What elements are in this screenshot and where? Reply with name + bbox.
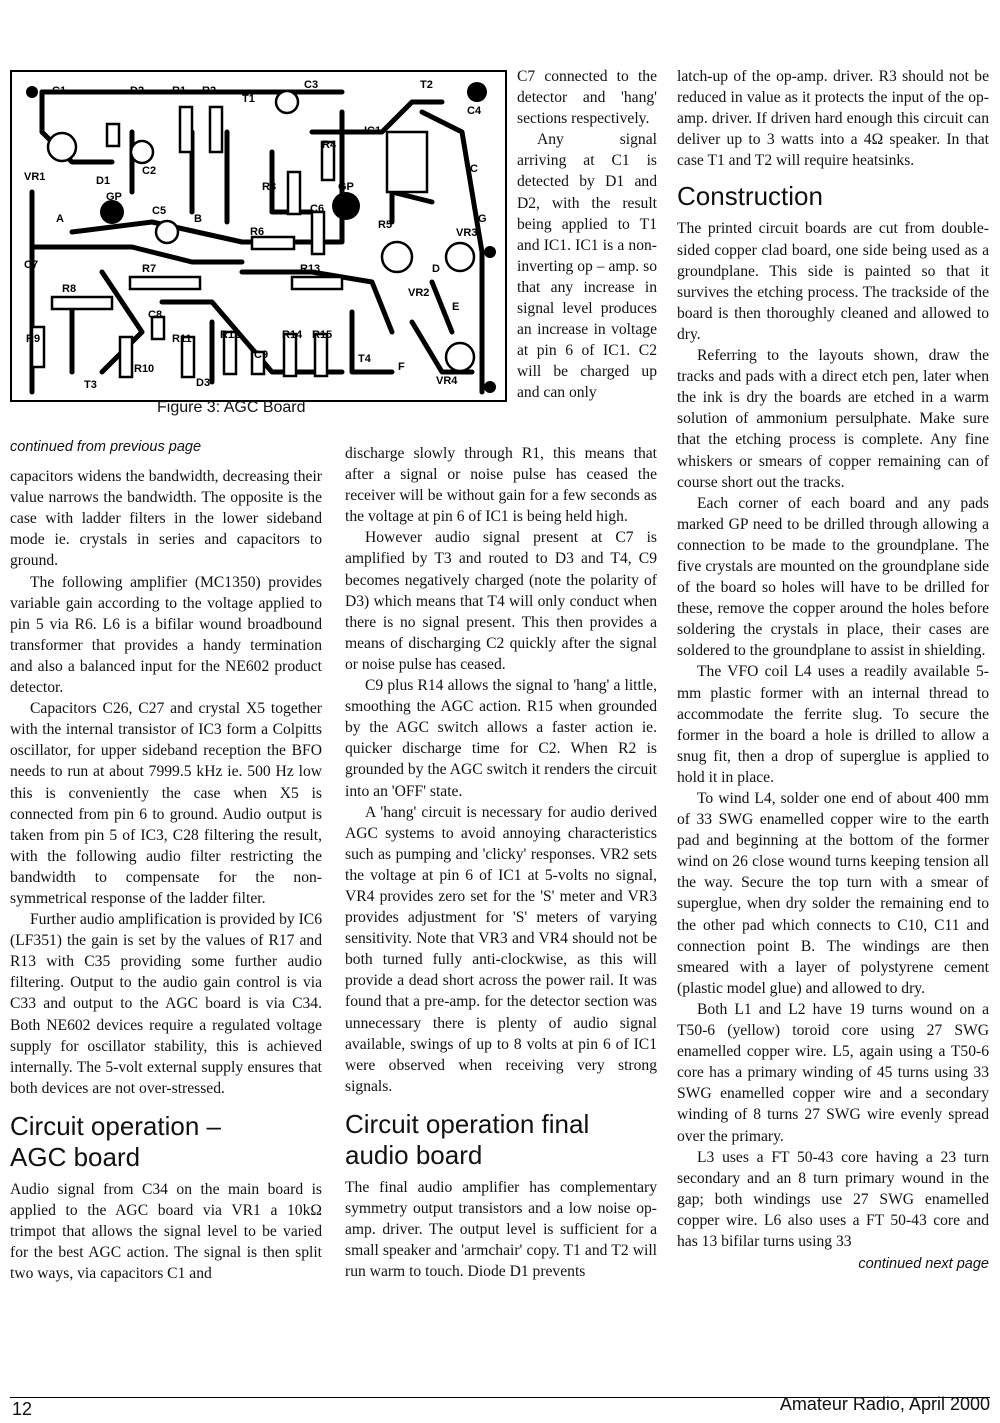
component-label: VR3 xyxy=(456,227,478,239)
component-label: C6 xyxy=(310,203,325,215)
component-label: G xyxy=(478,213,487,225)
col3-paragraph: The VFO coil L4 uses a readily available 5-mm plastic former with an internal thread to accommodate the ferrite slug. To secure the former in the board a hole is drilled to allow a snug fit, then a drop of superglue is applied to hold it in place. xyxy=(677,663,989,786)
col3-paragraph: L3 uses a FT 50-43 core having a 23 turn secondary and an 8 turn primary wound in the gap; both windings use 27 SWG enamelled copper wire. L6 also uses a FT 50-43 core and has 13 bifilar turns using 33 xyxy=(677,1148,989,1250)
component-label: B xyxy=(194,213,202,225)
col3-paragraph: To wind L4, solder one end of about 400 mm of 33 SWG enamelled copper wire to the earth pad and beginning at the bottom of the former wind on 26 close wound turns keeping tension all the way. Secure the top turn with a smear of superglue, when dry solder the remaining end to the other pad which connects to C10, C11 and connection point B. The windings are then smeared with a layer of polystyrene cement (plastic model glue) and allowed to dry. xyxy=(677,790,989,997)
component-label: R7 xyxy=(142,263,157,275)
col3-paragraph: Each corner of each board and any pads marked GP need to be drilled through allowing a connection to be made to the groundplane. The five crystals are mounted on the groundplane side of the board so holes will have to be drilled for these, remove the copper around the holes before soldering the crystals in place, their cases are soldered to the groundplane to assist in shielding. xyxy=(677,494,989,660)
figure-caption: Figure 3: AGC Board xyxy=(157,399,306,416)
col2-paragraph: However audio signal present at C7 is amplified by T3 and routed to D3 and T4, C9 becomes negatively charged (note the polarity of D3) which means that T4 will only conduct when there is no signal present. This then provides a means of discharging C2 quickly after the signal or noise pulse has ceased. xyxy=(345,529,657,673)
component-label: R14 xyxy=(282,329,303,341)
component-label: C2 xyxy=(142,165,157,177)
col2-paragraph: C9 plus R14 allows the signal to 'hang' a little, smoothing the AGC action. R15 when grounded by the AGC switch allows a faster action ie. quicker discharge time for C2. When R2 is grounded by the AGC switch it renders the circuit into an 'OFF' state. xyxy=(345,677,657,800)
component-label: T3 xyxy=(84,379,97,391)
col1-paragraph: The following amplifier (MC1350) provides variable gain according to the voltage applied to pin 5 via R6. L6 is a bifilar wound broadbound transformer that provides a handy termination and also a balanced input for the NE602 product detector. xyxy=(10,573,322,697)
col2-paragraph: discharge slowly through R1, this means that after a signal or noise pulse has ceased the receiver will be without gain for a few seconds as the voltage at pin 6 of IC1 is being held high. xyxy=(345,445,657,526)
heading-agc-board: Circuit operation – AGC board xyxy=(10,1110,221,1172)
component-label: VR4 xyxy=(436,375,458,387)
component-label: GP xyxy=(106,191,122,203)
column-2-top xyxy=(517,66,657,404)
column-1 xyxy=(10,437,322,1284)
component-label: IC1 xyxy=(364,125,382,137)
agc-board-layout xyxy=(12,72,505,400)
col1-paragraph: Capacitors C26, C27 and crystal X5 together with the internal transistor of IC3 form a Colpitts oscillator, for upper sideband reception the BFO needs to run at about 7999.5 kHz ie. 500 Hz low this is conveniently the case when X5 is connected from pin 6 to ground. Audio output is taken from pin 5 of IC3, C28 filtering the result, with the following audio filter restricting the bandwidth to compensate for the non-symmetrical response of the ladder filter. xyxy=(10,700,322,907)
col2-paragraph: C7 connected to the detector and 'hang' sections respectively. xyxy=(517,68,657,128)
component-label: R3 xyxy=(262,181,277,193)
component-label: D2 xyxy=(130,85,145,97)
component-label: C1 xyxy=(52,85,67,97)
continued-next-note: continued next page xyxy=(858,1256,989,1273)
component-label: VR2 xyxy=(408,287,430,299)
component-label: R6 xyxy=(250,226,265,238)
col3-paragraph: Referring to the layouts shown, draw the tracks and pads with a direct etch pen, later when the ink is dry the boards are etched in a warm solution of ammonium persulphate. Make sure that the etching process is complete. Any fine whiskers or smears of copper remaining can of course short out the tracks. xyxy=(677,347,989,491)
component-label: GP xyxy=(338,181,354,193)
column-3 xyxy=(677,66,989,1275)
agc-board-figure xyxy=(10,70,507,402)
component-label: R4 xyxy=(322,139,337,151)
component-label: VR1 xyxy=(24,171,46,183)
component-label: C4 xyxy=(467,105,482,117)
col2-paragraph: The final audio amplifier has complementary symmetry output transistors and a low noise op-amp. driver. The output level is sufficient for a small speaker and 'armchair' copy. T1 and T2 will run warm to touch. Diode D1 prevents xyxy=(345,1178,657,1281)
component-label: R10 xyxy=(134,363,155,375)
component-label: C xyxy=(470,163,478,175)
component-label: R1 xyxy=(172,85,187,97)
column-2 xyxy=(345,443,657,1282)
continued-from-note: continued from previous page xyxy=(10,439,202,455)
component-label: R2 xyxy=(202,85,217,97)
publication-title: Amateur Radio, April 2000 xyxy=(779,1394,990,1414)
component-label: C7 xyxy=(24,259,39,271)
component-label: C8 xyxy=(148,309,163,321)
col3-paragraph: Both L1 and L2 have 19 turns wound on a T50-6 (yellow) toroid core using 27 SWG enamelled copper wire. L5, again using a T50-6 core has a primary winding of 45 turns using 33 SWG enamelled copper wire and a secondary winding of 8 turns 27 SWG wire evenly spread over the primary. xyxy=(677,1000,989,1145)
heading-construction: Construction xyxy=(677,181,823,212)
component-label: C5 xyxy=(152,205,167,217)
component-label: E xyxy=(452,301,460,313)
component-labels xyxy=(24,79,487,391)
component-label: R15 xyxy=(312,329,333,341)
component-label: R9 xyxy=(26,333,41,345)
component-label: C3 xyxy=(304,79,319,91)
col1-paragraph: Further audio amplification is provided by IC6 (LF351) the gain is set by the values of R17 and R13 with C35 providing some further audio filtering. Output to the audio gain control is via C33 and output to the AGC board is via C34. Both NE602 devices require a regulated voltage supply for oscillator stability, this is achieved internally. The 5-volt external supply ensures that both devices are not over-stressed. xyxy=(10,911,322,1097)
component-label: D xyxy=(432,263,440,275)
col3-paragraph: latch-up of the op-amp. driver. R3 should not be reduced in value as it protects the input of the op-amp. driver. If driven hard enough this circuit can deliver up to 3 watts into a 4Ω speaker. In that case T1 and T2 will require heatsinks. xyxy=(677,68,989,170)
col3-paragraph: The printed circuit boards are cut from double-sided copper clad board, one side being used as a groundplane. This side is painted so that it survives the etching process. The trackside of the board is then thoroughly cleaned and allowed to dry. xyxy=(677,220,989,343)
col1-paragraph: capacitors widens the bandwidth, decreasing their value narrows the bandwidth. The opposite is the case with ladder filters in the lower sideband mode ie. crystals in series and capacitors to ground. xyxy=(10,468,322,570)
component-label: R11 xyxy=(172,333,192,345)
component-label: T1 xyxy=(242,93,255,105)
component-label: T2 xyxy=(420,79,433,91)
component-label: R8 xyxy=(62,283,77,295)
component-label: D1 xyxy=(96,175,111,187)
component-label: A xyxy=(56,213,64,225)
col1-paragraph: Audio signal from C34 on the main board is applied to the AGC board via VR1 a 10kΩ trimpot that allows the signal level to be varied for the best AGC action. The signal is then split two ways, via capacitors C1 and xyxy=(10,1180,322,1283)
component-label: D3 xyxy=(196,377,211,389)
heading-final-audio-board: Circuit operation final audio board xyxy=(345,1108,590,1170)
col2-paragraph: A 'hang' circuit is necessary for audio derived AGC systems to avoid annoying characteristics such as pumping and 'clicky' responses. VR2 sets the voltage at pin 6 of IC1 at 5-volts no signal, VR4 provides zero set for the 'S' meter and VR3 provides adjustment for 'S' meters of varying sensitivity. Note that VR3 and VR4 should not be both turned fully anti-clockwise, as this will provide a dead short across the power rail. It was found that a pre-amp. for the detector section was unnecessary there is plenty of audio signal available, swings of up to 8 volts at pin 6 of IC1 were observed when receiving very strong signals. xyxy=(345,803,657,1095)
component-label: C9 xyxy=(254,349,269,361)
component-label: R13 xyxy=(300,263,321,275)
col2-paragraph: Any signal arriving at C1 is detected by D1 and D2, with the result being applied to T1 and IC1. IC1 is a non-inverting op – amp. so that any increase in signal level produces an increase in voltage at pin 6 of IC1. C2 will be charged up and can only xyxy=(517,131,657,402)
component-label: F xyxy=(398,361,405,373)
component-label: R12 xyxy=(220,329,241,341)
component-label: R5 xyxy=(378,219,393,231)
component-label: T4 xyxy=(358,353,371,365)
page-number: 12 xyxy=(12,1399,33,1419)
